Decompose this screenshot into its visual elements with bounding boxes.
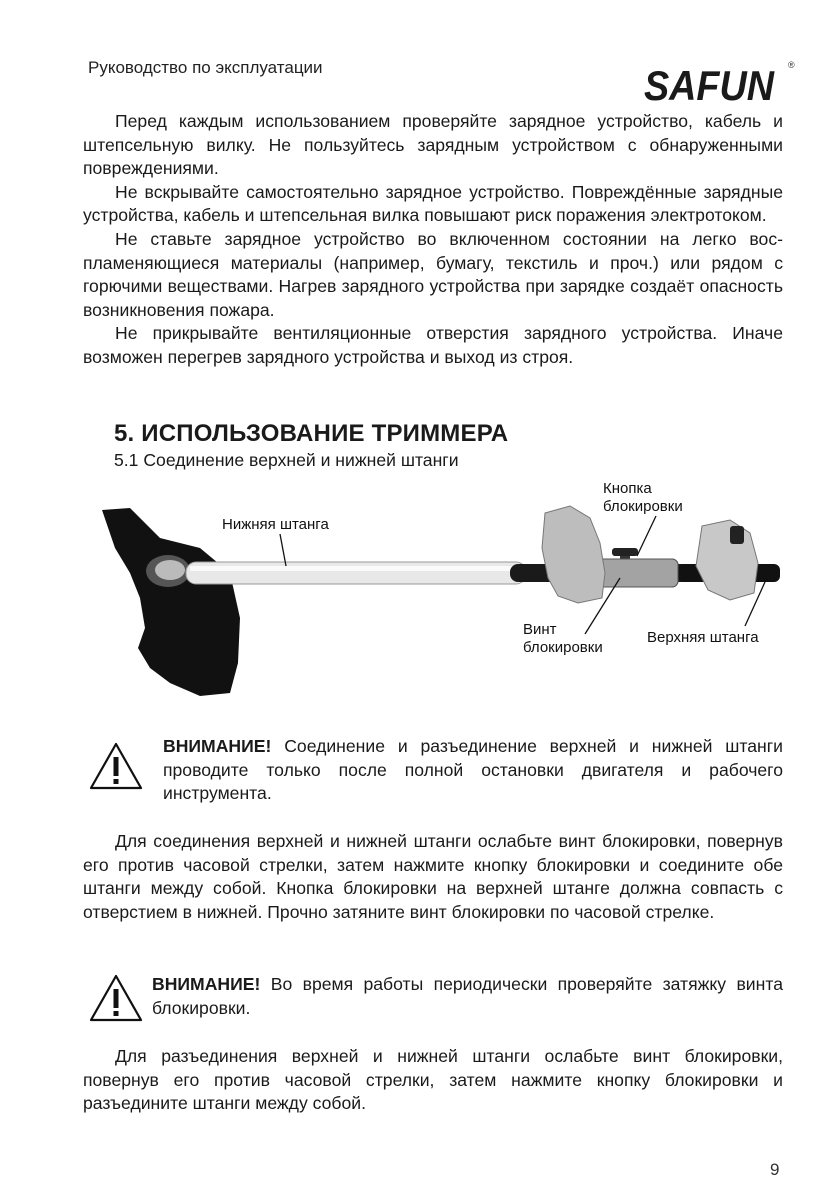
- warning-label: ВНИМАНИЕ!: [152, 974, 261, 994]
- label-lower-shaft: Нижняя штанга: [222, 516, 329, 533]
- label-lock-screw-line1: Винт: [523, 621, 557, 638]
- trimmer-illustration: [90, 478, 790, 718]
- label-lock-screw-line2: блокировки: [523, 639, 603, 656]
- right-hand: [696, 520, 758, 600]
- logo-text: SAFUN: [644, 62, 776, 106]
- page-number: 9: [770, 1160, 780, 1179]
- warning-icon: [88, 972, 144, 1024]
- left-hand: [542, 506, 605, 603]
- warning-body: Во время работы периодически проверяйте затяжку винта блокировки.: [152, 974, 783, 1018]
- paragraph: Не прикрывайте вентиляционные отверстия зарядного устройства. Иначе возможен перегрев зарядного устройства и выход из строя.: [83, 323, 783, 367]
- paragraph: Не вскрывайте самостоятельно зарядное устройство. Повреждённые зарядные устройства, кабель и штепсельная вилка повышают риск поражения электротоком.: [83, 181, 783, 226]
- charger-safety-text: [83, 110, 783, 370]
- disconnect-instructions: [83, 1045, 783, 1116]
- warning-body: Соединение и разъединение верхней и нижней штанги проводите только после полной остановки двигателя и рабочего инструмента.: [163, 736, 783, 804]
- header-title: Руководство по эксплуатации: [88, 58, 323, 77]
- label-upper-shaft: Верхняя штанга: [647, 629, 759, 646]
- label-lock-button: [603, 480, 683, 516]
- connect-instructions: [83, 830, 783, 924]
- paragraph: Для соединения верхней и нижней штанги ослабьте винт блокировки, повернув его против часовой стрелки, затем нажмите кнопку блокировки и соедините обе штанги между собой. Кнопка блокировки на верхней штанге должна совпасть с отверстием в нижней. Прочно затяните винт блокировки по часовой стрелке.: [83, 831, 783, 922]
- warning-note-1: [163, 735, 783, 806]
- leader-line: [637, 516, 656, 556]
- paragraph: Для разъединения верхней и нижней штанги ослабьте винт блокировки, повернув его против часовой стрелки, затем нажмите кнопку блокировки и разъедините штанги между собой.: [83, 1046, 783, 1114]
- label-lock-screw: [523, 621, 603, 657]
- wrist-watch: [730, 526, 744, 544]
- safun-logo: [642, 56, 802, 106]
- warning-note-2: [152, 973, 783, 1020]
- trimmer-shaft-figure: [90, 478, 790, 718]
- paragraph: Перед каждым использованием проверяйте зарядное устройство, кабель и штепсельную вилку. Не пользуйтесь зарядным устройством с обнаруженными повреждениями.: [83, 111, 783, 179]
- paragraph: Не ставьте зарядное устройство во включенном состоянии на легко воспламеняющиеся материалы (например, бумагу, текстиль и проч.) или рядом с горючими веществами. Нагрев зарядного устройства при зарядке создаёт опасность возникновения пожара.: [83, 228, 783, 320]
- subsection-heading: 5.1 Соединение верхней и нижней штанги: [114, 450, 459, 470]
- warning-icon: [88, 740, 144, 792]
- label-lock-button-line2: блокировки: [603, 498, 683, 515]
- trimmer-guard: [102, 508, 240, 696]
- leader-line: [280, 534, 286, 566]
- lower-shaft: [186, 562, 526, 584]
- section-heading: 5. ИСПОЛЬЗОВАНИЕ ТРИММЕРА: [114, 420, 509, 447]
- logo-registered-mark: ®: [788, 60, 795, 70]
- warning-label: ВНИМАНИЕ!: [163, 736, 272, 756]
- label-lock-button-line1: Кнопка: [603, 480, 652, 497]
